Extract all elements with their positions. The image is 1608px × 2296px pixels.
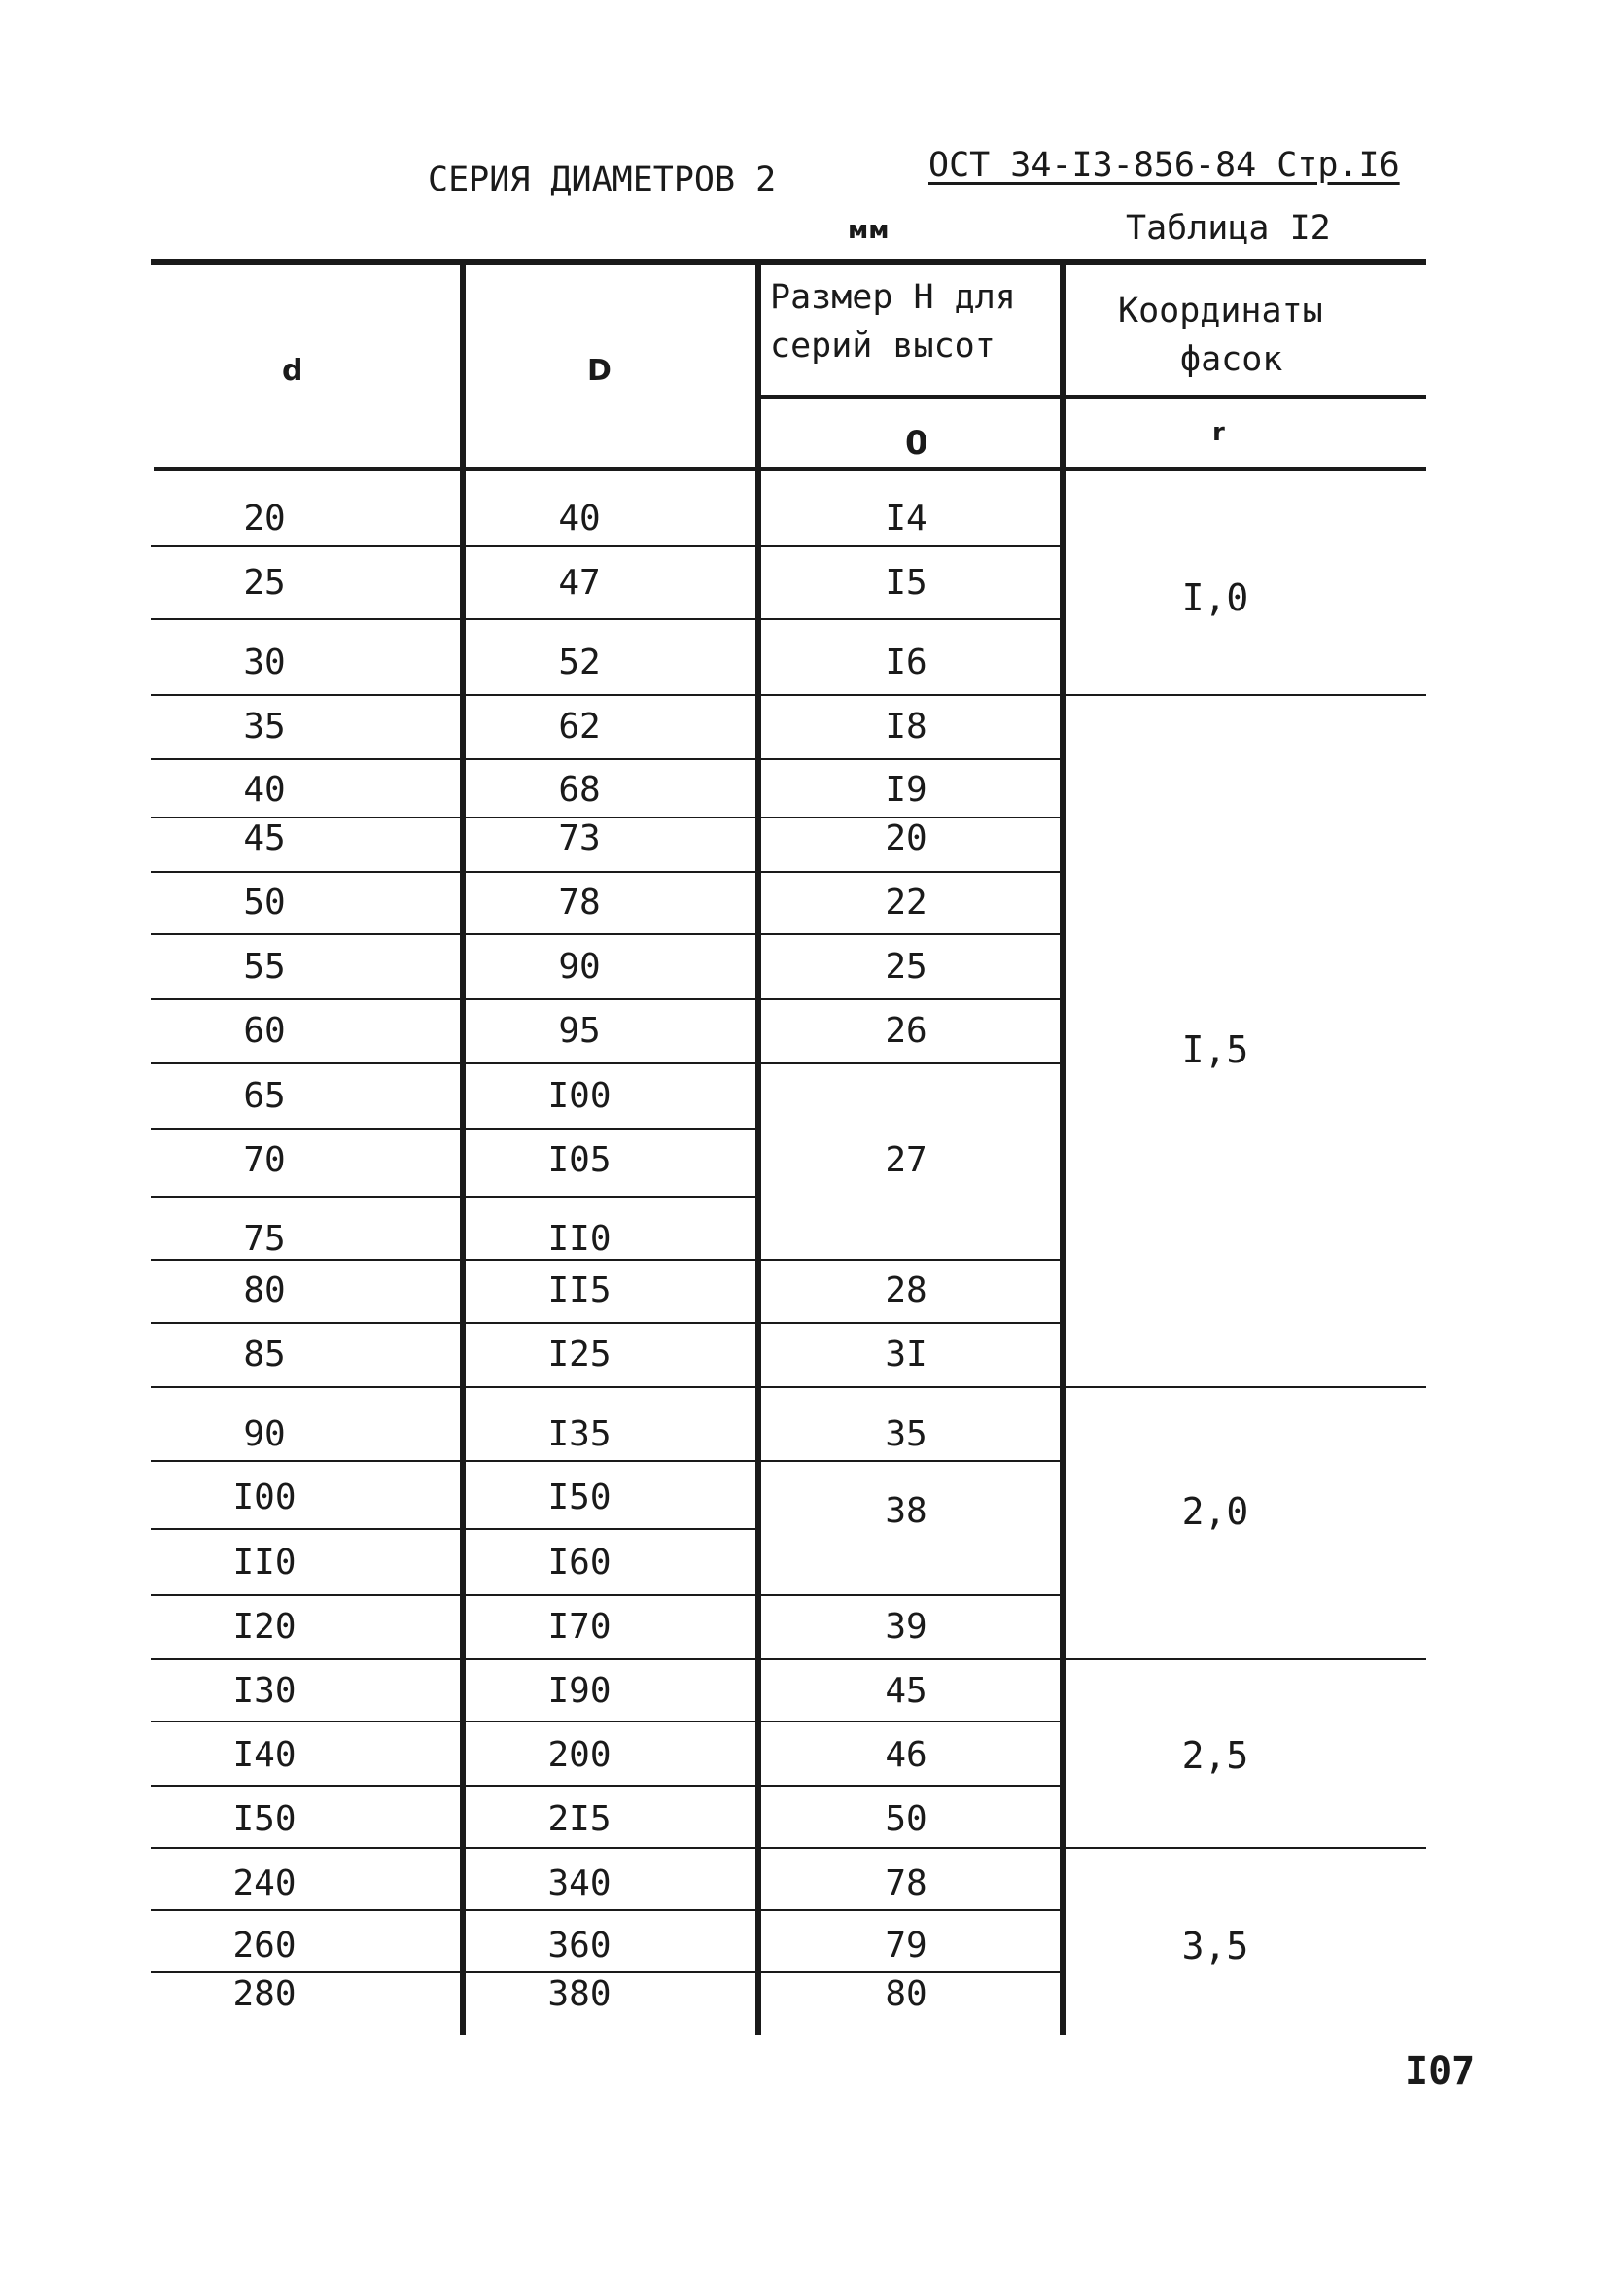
column-header-r-line2: фасок [1180, 340, 1283, 379]
column-header-H-line1: Размер Н для [770, 278, 1016, 317]
cell-D: 47 [558, 563, 601, 603]
document-reference: ОСТ 34-I3-856-84 Стр.I6 [928, 146, 1400, 185]
row-rule [151, 1971, 1062, 1973]
cell-H: I9 [885, 770, 927, 810]
cell-H: 46 [885, 1735, 927, 1775]
cell-H: 22 [885, 883, 927, 922]
cell-r: 3,5 [1181, 1925, 1249, 1967]
cell-d: II0 [232, 1543, 297, 1583]
row-rule [151, 1785, 1062, 1787]
cell-D: 360 [547, 1926, 612, 1966]
cell-H: 25 [885, 947, 927, 987]
cell-D: 40 [558, 499, 601, 539]
cell-D: 62 [558, 707, 601, 747]
cell-r: 2,5 [1181, 1734, 1249, 1777]
cell-d: 50 [243, 883, 286, 922]
cell-H: 50 [885, 1799, 927, 1839]
column-subheader-H: 0 [905, 424, 928, 463]
cell-D: I60 [547, 1543, 612, 1583]
cell-d: 75 [243, 1219, 286, 1259]
cell-d: 260 [232, 1926, 297, 1966]
row-rule [151, 998, 1062, 1000]
cell-H: I6 [885, 643, 927, 682]
cell-r: 2,0 [1181, 1490, 1249, 1533]
cell-d: 85 [243, 1335, 286, 1374]
row-rule [151, 694, 1426, 696]
cell-D: I05 [547, 1140, 612, 1180]
cell-D: 78 [558, 883, 601, 922]
column-header-H-line2: серий высот [770, 327, 996, 365]
cell-d: I50 [232, 1799, 297, 1839]
row-rule [151, 1322, 1062, 1324]
header-subrule [758, 395, 1426, 399]
cell-H: I4 [885, 499, 927, 539]
cell-D: I25 [547, 1335, 612, 1374]
cell-D: 73 [558, 818, 601, 858]
row-rule [151, 1062, 1062, 1064]
header-bottom-rule [154, 467, 1426, 471]
row-rule [151, 933, 1062, 935]
cell-d: 45 [243, 818, 286, 858]
row-rule [151, 1128, 758, 1130]
cell-D: I70 [547, 1607, 612, 1647]
row-rule [151, 545, 1062, 547]
cell-D: II5 [547, 1270, 612, 1310]
cell-D: 95 [558, 1011, 601, 1051]
cell-d: 60 [243, 1011, 286, 1051]
cell-d: I30 [232, 1671, 297, 1711]
row-rule [151, 1386, 1426, 1388]
cell-D: 90 [558, 947, 601, 987]
row-rule [151, 1658, 1426, 1660]
cell-D: II0 [547, 1219, 612, 1259]
units-label: мм [848, 216, 890, 245]
cell-H: I5 [885, 563, 927, 603]
cell-H: 78 [885, 1863, 927, 1903]
cell-d: 280 [232, 1974, 297, 2014]
cell-H: 79 [885, 1926, 927, 1966]
cell-D: I00 [547, 1076, 612, 1116]
cell-H: I8 [885, 707, 927, 747]
row-rule [151, 1196, 758, 1198]
cell-D: 200 [547, 1735, 612, 1775]
cell-d: 55 [243, 947, 286, 987]
table-top-rule [151, 259, 1426, 265]
cell-d: I00 [232, 1478, 297, 1517]
row-rule [151, 1528, 758, 1530]
cell-D: 52 [558, 643, 601, 682]
cell-d: 80 [243, 1270, 286, 1310]
cell-d: 240 [232, 1863, 297, 1903]
row-rule [151, 1259, 1062, 1261]
cell-H: 35 [885, 1414, 927, 1454]
cell-D: 68 [558, 770, 601, 810]
cell-D: 2I5 [547, 1799, 612, 1839]
cell-D: I35 [547, 1414, 612, 1454]
cell-r: I,5 [1181, 1028, 1249, 1071]
cell-d: I40 [232, 1735, 297, 1775]
divider-H-r [1060, 264, 1066, 2035]
cell-d: 65 [243, 1076, 286, 1116]
cell-d: 70 [243, 1140, 286, 1180]
cell-D: 380 [547, 1974, 612, 2014]
divider-D-H [755, 264, 761, 2035]
row-rule [151, 1909, 1062, 1911]
cell-d: 25 [243, 563, 286, 603]
cell-d: 40 [243, 770, 286, 810]
table-label: Таблица I2 [1126, 209, 1331, 248]
cell-H: 27 [885, 1140, 927, 1180]
cell-H: 38 [885, 1491, 927, 1531]
row-rule [151, 618, 1062, 620]
cell-D: I50 [547, 1478, 612, 1517]
row-rule [151, 758, 1062, 760]
cell-H: 28 [885, 1270, 927, 1310]
row-rule [151, 1460, 1062, 1462]
cell-H: 3I [885, 1335, 927, 1374]
page-number: I07 [1405, 2049, 1476, 2094]
cell-H: 26 [885, 1011, 927, 1051]
cell-H: 45 [885, 1671, 927, 1711]
series-title: СЕРИЯ ДИАМЕТРОВ 2 [428, 160, 777, 199]
cell-d: I20 [232, 1607, 297, 1647]
row-rule [151, 1721, 1062, 1722]
cell-D: I90 [547, 1671, 612, 1711]
column-header-D: D [587, 354, 612, 388]
cell-H: 80 [885, 1974, 927, 2014]
cell-d: 20 [243, 499, 286, 539]
column-header-d: d [282, 354, 303, 388]
row-rule [151, 1594, 1062, 1596]
cell-H: 20 [885, 818, 927, 858]
cell-r: I,0 [1181, 576, 1249, 619]
cell-H: 39 [885, 1607, 927, 1647]
column-header-r-line1: Координаты [1118, 292, 1323, 330]
divider-d-D [460, 264, 466, 2035]
cell-D: 340 [547, 1863, 612, 1903]
row-rule [151, 871, 1062, 873]
cell-d: 35 [243, 707, 286, 747]
column-subheader-r: r [1212, 418, 1225, 447]
cell-d: 90 [243, 1414, 286, 1454]
cell-d: 30 [243, 643, 286, 682]
row-rule [151, 1847, 1426, 1849]
